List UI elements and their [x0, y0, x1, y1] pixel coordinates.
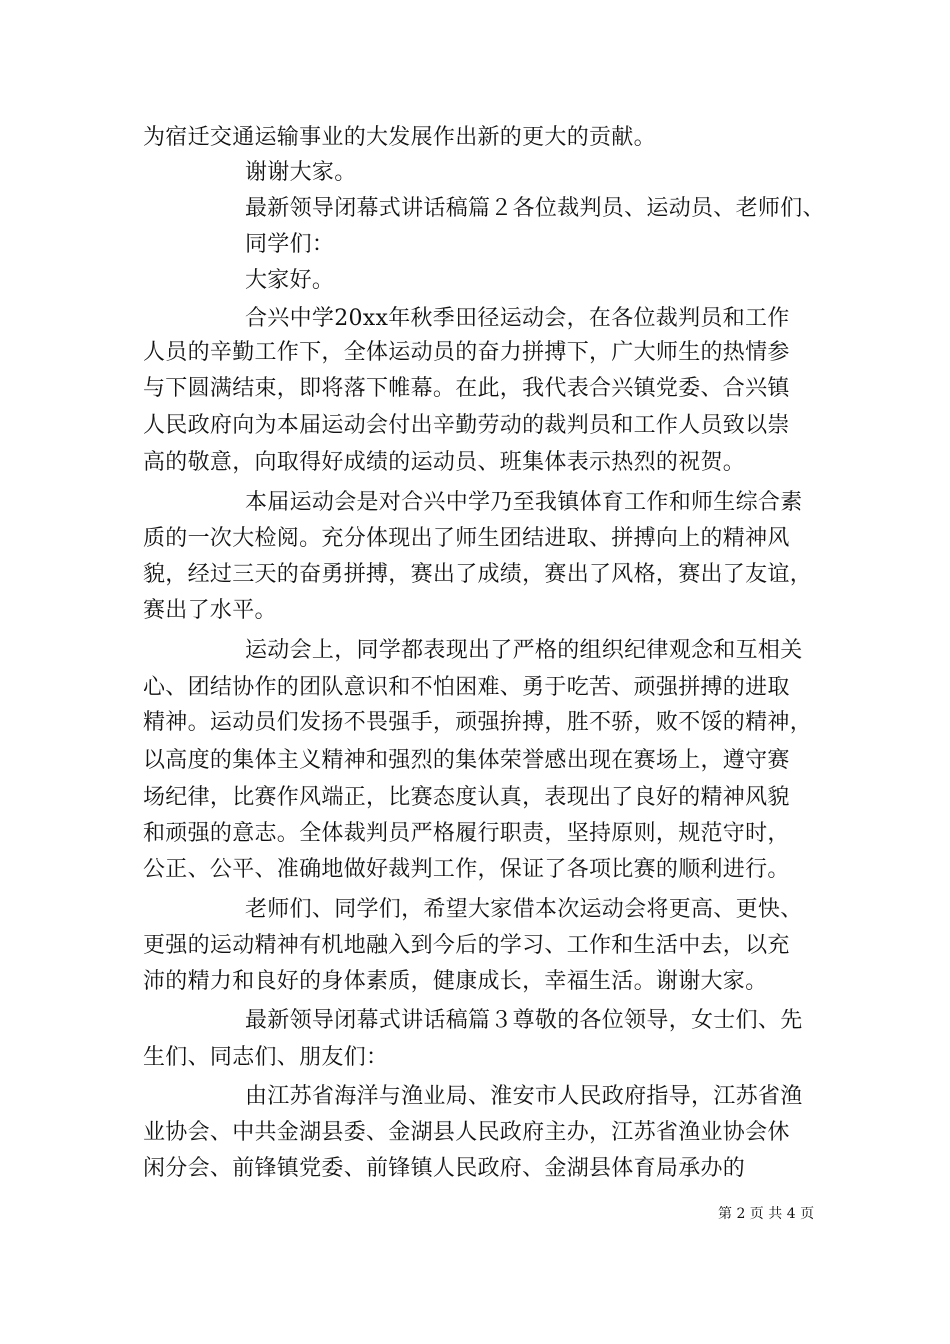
- text-line: 由江苏省海洋与渔业局、淮安市人民政府指导，江苏省渔: [245, 1084, 803, 1109]
- text-line: 运动会上，同学都表现出了严格的组织纪律观念和互相关: [245, 638, 803, 663]
- text-line: 和顽强的意志。全体裁判员严格履行职责，坚持原则，规范守时，: [143, 821, 790, 846]
- text-line: 最新领导闭幕式讲话稿篇２各位裁判员、运动员、老师们、: [245, 196, 825, 221]
- text-line: 更强的运动精神有机地融入到今后的学习、工作和生活中去，以充: [143, 933, 790, 958]
- text-line: 公正、公平、准确地做好裁判工作，保证了各项比赛的顺利进行。: [143, 857, 790, 882]
- text-line: 貌，经过三天的奋勇拼搏，赛出了成绩，赛出了风格，赛出了友谊，: [143, 562, 813, 587]
- text-line: 谢谢大家。: [245, 160, 357, 185]
- text-line: 以高度的集体主义精神和强烈的集体荣誉感出现在赛场上，遵守赛: [143, 748, 790, 773]
- text-line: 合兴中学20xx年秋季田径运动会，在各位裁判员和工作: [245, 306, 790, 331]
- text-line: 老师们、同学们，希望大家借本次运动会将更高、更快、: [245, 897, 803, 922]
- text-line: 质的一次大检阅。充分体现出了师生团结进取、拼搏向上的精神风: [143, 526, 790, 551]
- text-line: 人民政府向为本届运动会付出辛勤劳动的裁判员和工作人员致以崇: [143, 413, 790, 438]
- text-line: 闲分会、前锋镇党委、前锋镇人民政府、金湖县体育局承办的: [143, 1156, 746, 1181]
- text-line: 业协会、中共金湖县委、金湖县人民政府主办，江苏省渔业协会休: [143, 1120, 790, 1145]
- text-line: 精神。运动员们发扬不畏强手，顽强拚搏，胜不骄，败不馁的精神，: [143, 710, 813, 735]
- text-line: 人员的辛勤工作下，全体运动员的奋力拼搏下，广大师生的热情参: [143, 340, 790, 365]
- text-line: 大家好。: [245, 268, 335, 293]
- text-line: 沛的精力和良好的身体素质，健康成长，幸福生活。谢谢大家。: [143, 969, 768, 994]
- text-line: 生们、同志们、朋友们：: [143, 1045, 389, 1070]
- text-line: 为宿迁交通运输事业的大发展作出新的更大的贡献。: [143, 125, 656, 150]
- text-line: 赛出了水平。: [143, 598, 277, 623]
- text-line: 心、团结协作的团队意识和不怕困难、勇于吃苦、顽强拼搏的进取: [143, 675, 790, 700]
- text-line: 本届运动会是对合兴中学乃至我镇体育工作和师生综合素: [245, 490, 803, 515]
- text-line: 场纪律，比赛作风端正，比赛态度认真，表现出了良好的精神风貌: [143, 785, 790, 810]
- text-line: 高的敬意，向取得好成绩的运动员、班集体表示热烈的祝贺。: [143, 450, 746, 475]
- page-number-footer: 第 2 页 共 4 页: [718, 1206, 815, 1222]
- text-line: 与下圆满结束，即将落下帷幕。在此，我代表合兴镇党委、合兴镇: [143, 376, 790, 401]
- text-line: 最新领导闭幕式讲话稿篇３尊敬的各位领导，女士们、先: [245, 1008, 803, 1033]
- text-line: 同学们：: [245, 232, 335, 257]
